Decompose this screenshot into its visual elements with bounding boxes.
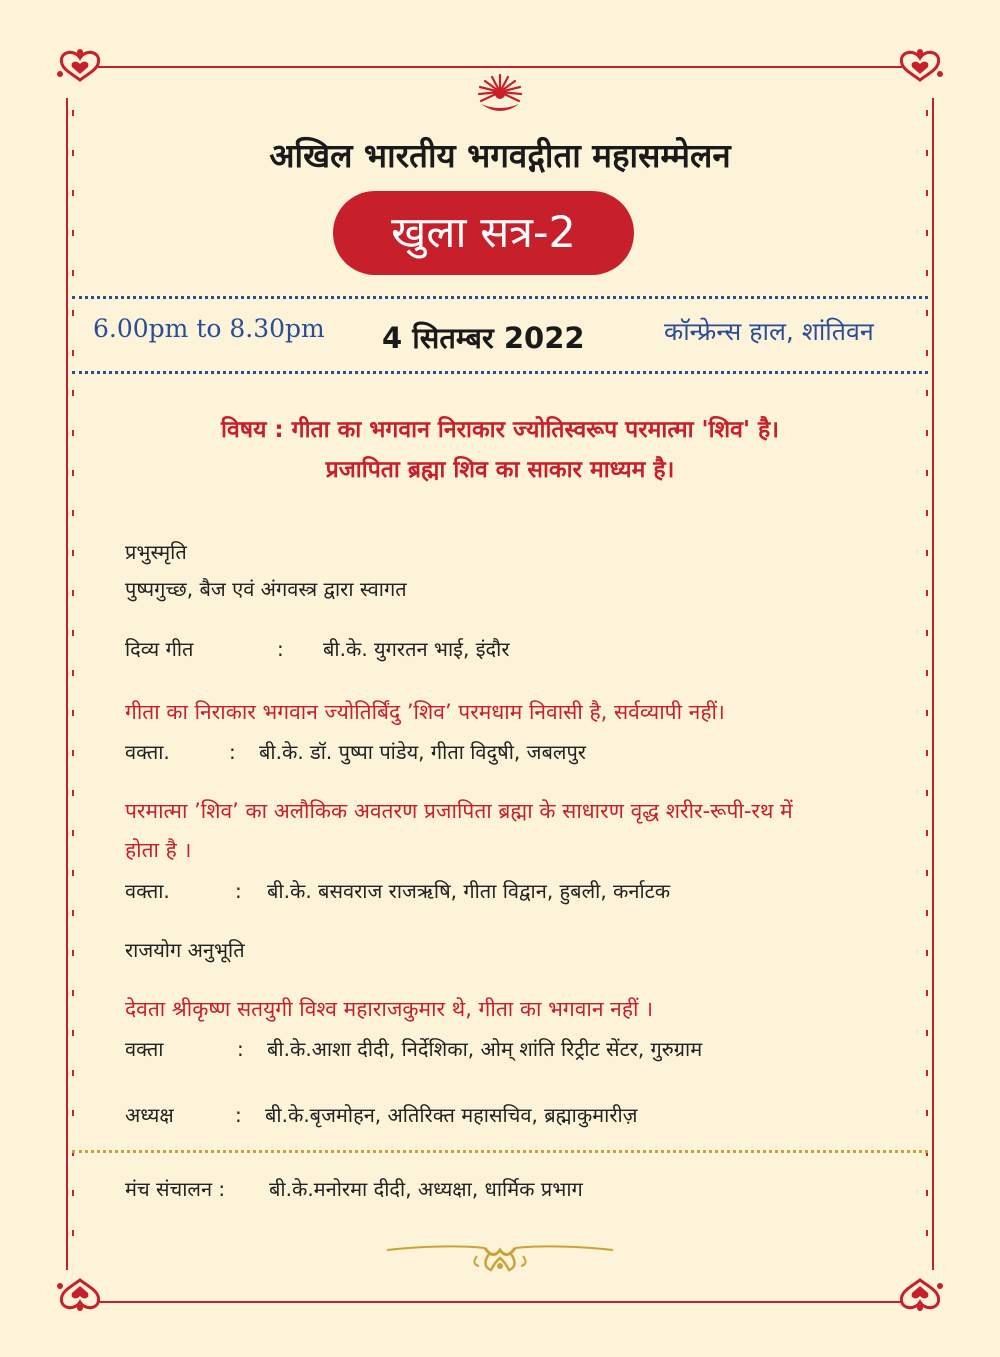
program-row-song (125, 635, 510, 662)
corner-heart-ornament-icon (50, 44, 110, 104)
colon: : (235, 879, 242, 903)
speaker-2-label: वक्ता. (125, 879, 170, 903)
topic-2-line-1: परमात्मा ’शिव’ का अलौकिक अवतरण प्रजापिता ब्रह्मा के साधारण वृद्ध शरीर-रूपी-रथ में (125, 799, 793, 823)
program-row-chair (125, 1101, 638, 1128)
topic-2-line-2: होता है । (125, 838, 192, 862)
song-value: बी.के. युगरतन भाई, इंदौर (323, 637, 510, 661)
event-title: अखिल भारतीय भगवद्गीता महासम्मेलन (269, 136, 731, 175)
topic-1: गीता का निराकार भगवान ज्योतिर्बिंदु ’शिव’ परमधाम निवासी है, सर्वव्यापी नहीं। (125, 700, 725, 724)
sun-rays-logo-icon (477, 72, 523, 118)
frame-bottom-line (98, 1301, 902, 1303)
colon: : (235, 1103, 242, 1127)
info-divider-top (72, 296, 928, 299)
program-item-prayer: प्रभुस्मृति (125, 540, 187, 564)
speaker-1-value: बी.के. डॉ. पुष्पा पांडेय, गीता विदुषी, जबलपुर (259, 740, 586, 764)
chair-value: बी.के.बृजमोहन, अतिरिक्त महासचिव, ब्रह्माकुमारीज़ (265, 1103, 638, 1127)
speaker-3-value: बी.के.आशा दीदी, निर्देशिका, ओम् शांति रिट्रीट सेंटर, गुरुग्राम (267, 1037, 703, 1061)
speaker-1-label: वक्ता. (125, 740, 170, 764)
corner-heart-ornament-icon (50, 1256, 110, 1316)
speaker-3-label: वक्ता (125, 1037, 164, 1061)
song-label: दिव्य गीत (125, 637, 194, 661)
program-row-anchor (125, 1175, 583, 1202)
colon: : (237, 1037, 244, 1061)
frame-right-line (932, 98, 934, 1270)
frame-left-line (66, 98, 68, 1270)
info-divider-bottom (72, 371, 928, 374)
subject-line-1: विषय : गीता का भगवान निराकार ज्योतिस्वरूप परमात्मा 'शिव' है। (221, 417, 779, 443)
program-row-speaker-1 (125, 738, 586, 765)
event-date: 4 सितम्बर 2022 (382, 321, 585, 355)
subject-line-2: प्रजापिता ब्रह्मा शिव का साकार माध्यम है। (325, 457, 675, 483)
program-row-speaker-3 (125, 1035, 702, 1062)
program-item-welcome: पुष्पगुच्छ, बैज एवं अंगवस्त्र द्वारा स्वागत (125, 577, 407, 601)
gold-flourish-icon (385, 1236, 615, 1278)
anchor-value: बी.के.मनोरमा दीदी, अध्यक्षा, धार्मिक प्रभाग (269, 1177, 583, 1201)
speaker-2-value: बी.के. बसवराज राजऋषि, गीता विद्वान, हुबली, कर्नाटक (267, 879, 671, 903)
event-time: 6.00pm to 8.30pm (93, 314, 325, 343)
frame-right-dashes (926, 110, 928, 1260)
gold-divider (72, 1150, 928, 1153)
event-venue: कॉन्फ्रेन्स हाल, शांतिवन (664, 317, 874, 346)
chair-label: अध्यक्ष (125, 1103, 174, 1127)
program-item-rajyoga: राजयोग अनुभूति (125, 938, 245, 962)
colon: : (229, 740, 236, 764)
anchor-label: मंच संचालन : (125, 1177, 226, 1201)
corner-heart-ornament-icon (890, 44, 950, 104)
session-badge: खुला सत्र-2 (333, 191, 634, 275)
corner-heart-ornament-icon (890, 1256, 950, 1316)
frame-left-dashes (72, 110, 74, 1260)
topic-3: देवता श्रीकृष्ण सतयुगी विश्व महाराजकुमार थे, गीता का भगवान नहीं । (125, 997, 654, 1021)
frame-top-line (98, 66, 902, 68)
colon: : (277, 637, 284, 661)
program-row-speaker-2 (125, 877, 670, 904)
